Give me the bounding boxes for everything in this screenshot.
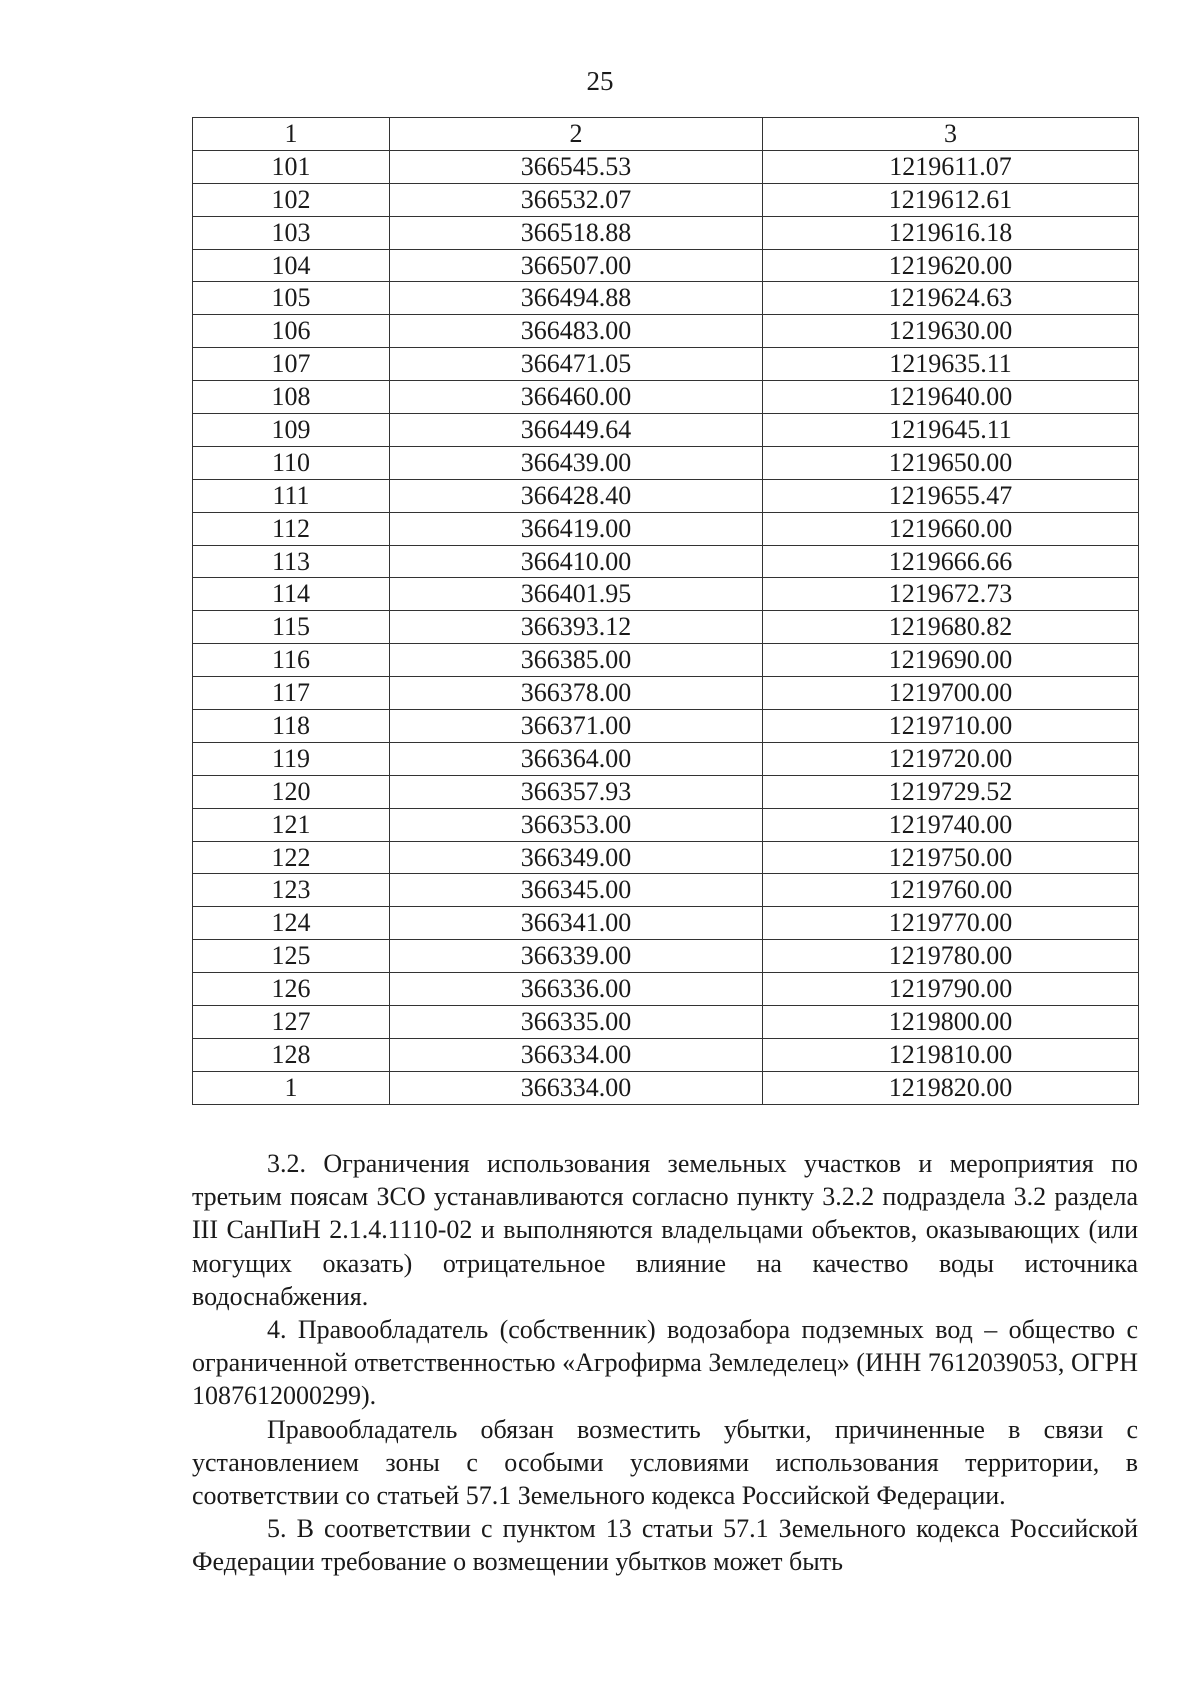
point-number-cell: 124 <box>193 907 390 940</box>
y-coordinate-cell: 1219635.11 <box>763 348 1139 381</box>
point-number-cell: 102 <box>193 183 390 216</box>
x-coordinate-cell: 366357.93 <box>390 775 763 808</box>
point-number-cell: 105 <box>193 282 390 315</box>
point-number-cell: 115 <box>193 611 390 644</box>
x-coordinate-cell: 366349.00 <box>390 841 763 874</box>
point-number-cell: 126 <box>193 973 390 1006</box>
y-coordinate-cell: 1219760.00 <box>763 874 1139 907</box>
point-number-cell: 117 <box>193 677 390 710</box>
coordinates-table <box>192 117 1139 1105</box>
x-coordinate-cell: 366428.40 <box>390 479 763 512</box>
x-coordinate-cell: 366334.00 <box>390 1038 763 1071</box>
point-number-cell: 128 <box>193 1038 390 1071</box>
y-coordinate-cell: 1219820.00 <box>763 1071 1139 1104</box>
table-row <box>193 381 1139 414</box>
y-coordinate-cell: 1219740.00 <box>763 808 1139 841</box>
y-coordinate-cell: 1219620.00 <box>763 249 1139 282</box>
table-row <box>193 249 1139 282</box>
point-number-cell: 121 <box>193 808 390 841</box>
point-number-cell: 123 <box>193 874 390 907</box>
paragraph-compensation-duty: Правообладатель обязан возместить убытки, причиненные в связи с установлением зоны с особыми условиями использования территории, в соответствии со статьей 57.1 Земельного кодекса Российской Федерации. <box>192 1414 1138 1511</box>
paragraph-compensation-claim: 5. В соответствии с пунктом 13 статьи 57.1 Земельного кодекса Российской Федерации требование о возмещении убытков может быть <box>192 1514 1138 1577</box>
table-row <box>193 907 1139 940</box>
table-row <box>193 874 1139 907</box>
y-coordinate-cell: 1219645.11 <box>763 414 1139 447</box>
y-coordinate-cell: 1219666.66 <box>763 545 1139 578</box>
x-coordinate-cell: 366410.00 <box>390 545 763 578</box>
y-coordinate-cell: 1219612.61 <box>763 183 1139 216</box>
table-row <box>193 1006 1139 1039</box>
table-row <box>193 512 1139 545</box>
point-number-cell: 119 <box>193 742 390 775</box>
point-number-cell: 107 <box>193 348 390 381</box>
paragraph-restrictions: 3.2. Ограничения использования земельных участков и мероприятия по третьим поясам ЗСО устанавливаются согласно пункту 3.2.2 подраздела 3.2 раздела III СанПиН 2.1.4.1110-02 и выполняются владельцами объектов, оказывающих (или могущих оказать) отрицательное влияние на качество воды источника водоснабжения. <box>192 1149 1138 1311</box>
y-coordinate-cell: 1219750.00 <box>763 841 1139 874</box>
y-coordinate-cell: 1219720.00 <box>763 742 1139 775</box>
paragraph-rightholder: 4. Правообладатель (собственник) водозабора подземных вод – общество с ограниченной ответственностью «Агрофирма Земледелец» (ИНН 7612039053, ОГРН 1087612000299). <box>192 1315 1138 1411</box>
x-coordinate-cell: 366439.00 <box>390 446 763 479</box>
y-coordinate-cell: 1219810.00 <box>763 1038 1139 1071</box>
y-coordinate-cell: 1219630.00 <box>763 315 1139 348</box>
table-row <box>193 150 1139 183</box>
y-coordinate-cell: 1219690.00 <box>763 644 1139 677</box>
table-row <box>193 348 1139 381</box>
table-body <box>193 150 1139 1104</box>
x-coordinate-cell: 366371.00 <box>390 710 763 743</box>
x-coordinate-cell: 366545.53 <box>390 150 763 183</box>
x-coordinate-cell: 366364.00 <box>390 742 763 775</box>
table-row <box>193 446 1139 479</box>
y-coordinate-cell: 1219700.00 <box>763 677 1139 710</box>
table-header-row <box>193 118 1139 151</box>
x-coordinate-cell: 366532.07 <box>390 183 763 216</box>
x-coordinate-cell: 366339.00 <box>390 940 763 973</box>
page-number: 25 <box>586 66 614 96</box>
y-coordinate-cell: 1219770.00 <box>763 907 1139 940</box>
table-header <box>193 118 1139 151</box>
y-coordinate-cell: 1219780.00 <box>763 940 1139 973</box>
point-number-cell: 111 <box>193 479 390 512</box>
point-number-cell: 1 <box>193 1071 390 1104</box>
point-number-cell: 101 <box>193 150 390 183</box>
point-number-cell: 104 <box>193 249 390 282</box>
y-coordinate-cell: 1219611.07 <box>763 150 1139 183</box>
y-coordinate-cell: 1219729.52 <box>763 775 1139 808</box>
column-header-x: 2 <box>390 118 763 151</box>
x-coordinate-cell: 366385.00 <box>390 644 763 677</box>
y-coordinate-cell: 1219680.82 <box>763 611 1139 644</box>
x-coordinate-cell: 366378.00 <box>390 677 763 710</box>
table-row <box>193 282 1139 315</box>
point-number-cell: 122 <box>193 841 390 874</box>
y-coordinate-cell: 1219800.00 <box>763 1006 1139 1039</box>
x-coordinate-cell: 366471.05 <box>390 348 763 381</box>
y-coordinate-cell: 1219655.47 <box>763 479 1139 512</box>
x-coordinate-cell: 366334.00 <box>390 1071 763 1104</box>
table-row <box>193 183 1139 216</box>
point-number-cell: 110 <box>193 446 390 479</box>
table-row <box>193 808 1139 841</box>
x-coordinate-cell: 366335.00 <box>390 1006 763 1039</box>
x-coordinate-cell: 366494.88 <box>390 282 763 315</box>
x-coordinate-cell: 366460.00 <box>390 381 763 414</box>
x-coordinate-cell: 366393.12 <box>390 611 763 644</box>
table-row <box>193 644 1139 677</box>
table-row <box>193 315 1139 348</box>
x-coordinate-cell: 366419.00 <box>390 512 763 545</box>
x-coordinate-cell: 366336.00 <box>390 973 763 1006</box>
table-row <box>193 611 1139 644</box>
column-header-point: 1 <box>193 118 390 151</box>
y-coordinate-cell: 1219790.00 <box>763 973 1139 1006</box>
x-coordinate-cell: 366345.00 <box>390 874 763 907</box>
point-number-cell: 103 <box>193 216 390 249</box>
table-row <box>193 414 1139 447</box>
x-coordinate-cell: 366353.00 <box>390 808 763 841</box>
x-coordinate-cell: 366449.64 <box>390 414 763 447</box>
table-row <box>193 973 1139 1006</box>
y-coordinate-cell: 1219640.00 <box>763 381 1139 414</box>
y-coordinate-cell: 1219660.00 <box>763 512 1139 545</box>
table-row <box>193 578 1139 611</box>
x-coordinate-cell: 366401.95 <box>390 578 763 611</box>
point-number-cell: 112 <box>193 512 390 545</box>
table-row <box>193 545 1139 578</box>
table-row <box>193 710 1139 743</box>
y-coordinate-cell: 1219710.00 <box>763 710 1139 743</box>
table-row <box>193 1038 1139 1071</box>
table-row <box>193 479 1139 512</box>
y-coordinate-cell: 1219616.18 <box>763 216 1139 249</box>
column-header-y: 3 <box>763 118 1139 151</box>
y-coordinate-cell: 1219672.73 <box>763 578 1139 611</box>
point-number-cell: 120 <box>193 775 390 808</box>
point-number-cell: 118 <box>193 710 390 743</box>
table-row <box>193 216 1139 249</box>
x-coordinate-cell: 366518.88 <box>390 216 763 249</box>
body-text <box>192 1147 1138 1579</box>
point-number-cell: 116 <box>193 644 390 677</box>
table-row <box>193 940 1139 973</box>
point-number-cell: 114 <box>193 578 390 611</box>
x-coordinate-cell: 366483.00 <box>390 315 763 348</box>
point-number-cell: 113 <box>193 545 390 578</box>
point-number-cell: 125 <box>193 940 390 973</box>
table-row <box>193 841 1139 874</box>
point-number-cell: 108 <box>193 381 390 414</box>
x-coordinate-cell: 366341.00 <box>390 907 763 940</box>
y-coordinate-cell: 1219624.63 <box>763 282 1139 315</box>
table-row <box>193 677 1139 710</box>
point-number-cell: 109 <box>193 414 390 447</box>
y-coordinate-cell: 1219650.00 <box>763 446 1139 479</box>
x-coordinate-cell: 366507.00 <box>390 249 763 282</box>
point-number-cell: 127 <box>193 1006 390 1039</box>
table-row <box>193 1071 1139 1104</box>
table-row <box>193 742 1139 775</box>
point-number-cell: 106 <box>193 315 390 348</box>
table-row <box>193 775 1139 808</box>
